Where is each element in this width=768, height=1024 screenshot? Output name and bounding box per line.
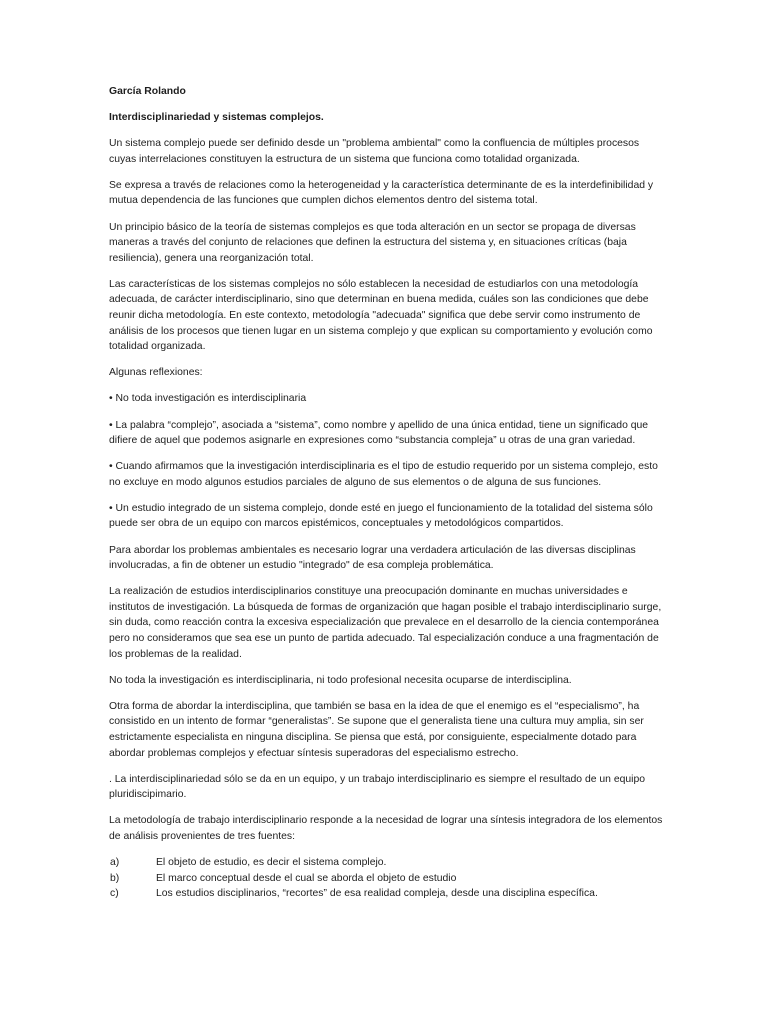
list-marker: a) — [110, 857, 120, 869]
paragraph: Un principio básico de la teoría de sistemas complejos es que toda alteración en un sector se propaga de diversas maneras a través del conjunto de relaciones que definen la estructura del sistema y, en situaciones críticas (baja resiliencia), genera una reorganización total. — [109, 221, 636, 264]
paragraph: . La interdisciplinariedad sólo se da en un equipo, y un trabajo interdisciplinario es siempre el resultado de un equipo pluridiscipimario. — [109, 773, 646, 801]
bullet-paragraph: • No toda investigación es interdisciplinaria — [109, 393, 307, 405]
list-item-text: Los estudios disciplinarios, “recortes” de esa realidad compleja, desde una disciplina específica. — [156, 888, 598, 900]
paragraph: Otra forma de abordar la interdisciplina, que también se basa en la idea de que el enemigo es el “especialismo”, ha consistido en un intento de formar “generalistas”. Se supone que el generalista tiene una cultura muy amplia, sin ser estrictamente especialista en ninguna disciplina. Se piensa que está, por consiguiente, especialmente dotado para abordar problemas complejos y efectuar síntesis superadoras del especialismo estrecho. — [109, 700, 644, 759]
paragraph: La realización de estudios interdisciplinarios constituye una preocupación dominante en muchas universidades e institutos de investigación. La búsqueda de formas de organización que hagan posible el trabajo interdisciplinario surge, sin duda, como reacción contra la excesiva especialización que prevalece en el desarrollo de la ciencia contemporánea pero no consideramos que sea ese un punto de partida adecuado. Tal especialización conduce a una fragmentación de los problemas de la realidad. — [109, 586, 662, 660]
paragraph: Un sistema complejo puede ser definido desde un "problema ambiental" como la confluencia de múltiples procesos cuyas interrelaciones constituyen la estructura de un sistema que funciona como totalidad organizada. — [109, 138, 640, 165]
bullet-paragraph: • Cuando afirmamos que la investigación interdisciplinaria es el tipo de estudio requerido por un sistema complejo, esto no excluye en modo algunos estudios parciales de alguno de sus elementos o de alguna de sus funciones. — [109, 461, 658, 488]
paragraph: Se expresa a través de relaciones como la heterogeneidad y la característica determinante de es la interdefinibilidad y mutua dependencia de las funciones que cumplen dichos elementos dentro del sistema total. — [109, 179, 654, 207]
paragraph: Para abordar los problemas ambientales es necesario lograr una verdadera articulación de las diversas disciplinas involucradas, a fin de obtener un estudio "integrado" de esa compleja problemática. — [109, 544, 636, 572]
list-marker: c) — [110, 888, 119, 900]
sources-list — [109, 855, 669, 902]
list-marker: b) — [110, 872, 120, 884]
list-item-text: El marco conceptual desde el cual se aborda el objeto de estudio — [156, 872, 457, 884]
document-body — [109, 84, 669, 902]
bullet-paragraph: • La palabra “complejo”, asociada a “sistema”, como nombre y apellido de una única entidad, tiene un significado que difiere de aquel que podemos asignarle en expresiones como “substancia compleja” u otras de una gran variedad. — [109, 419, 649, 447]
bullet-paragraph: • Un estudio integrado de un sistema complejo, donde esté en juego el funcionamiento de la totalidad del sistema sólo puede ser obra de un equipo con marcos epistémicos, conceptuales y metodológicos compartidos. — [109, 502, 653, 530]
document-title: Interdisciplinariedad y sistemas complejos. — [109, 112, 324, 124]
list-item — [109, 871, 669, 887]
list-item-text: El objeto de estudio, es decir el sistema complejo. — [156, 857, 387, 869]
list-item — [109, 886, 669, 902]
paragraph: La metodología de trabajo interdisciplinario responde a la necesidad de lograr una síntesis integradora de los elementos de análisis provenientes de tres fuentes: — [109, 815, 663, 842]
list-item — [109, 855, 669, 871]
paragraph: Las características de los sistemas complejos no sólo establecen la necesidad de estudiarlos con una metodología adecuada, de carácter interdisciplinario, sino que determinan en buena medida, cuáles son las condiciones que debe reunir dicha metodología. En este contexto, metodología "adecuada" significa que debe servir como instrumento de análisis de los procesos que tienen lugar en un sistema complejo y que explican su comportamiento y evolución como totalidad organizada. — [109, 278, 653, 353]
paragraph: Algunas reflexiones: — [109, 367, 203, 379]
author-name: García Rolando — [109, 86, 186, 97]
paragraph: No toda la investigación es interdisciplinaria, ni todo profesional necesita ocuparse de interdisciplina. — [109, 674, 572, 686]
